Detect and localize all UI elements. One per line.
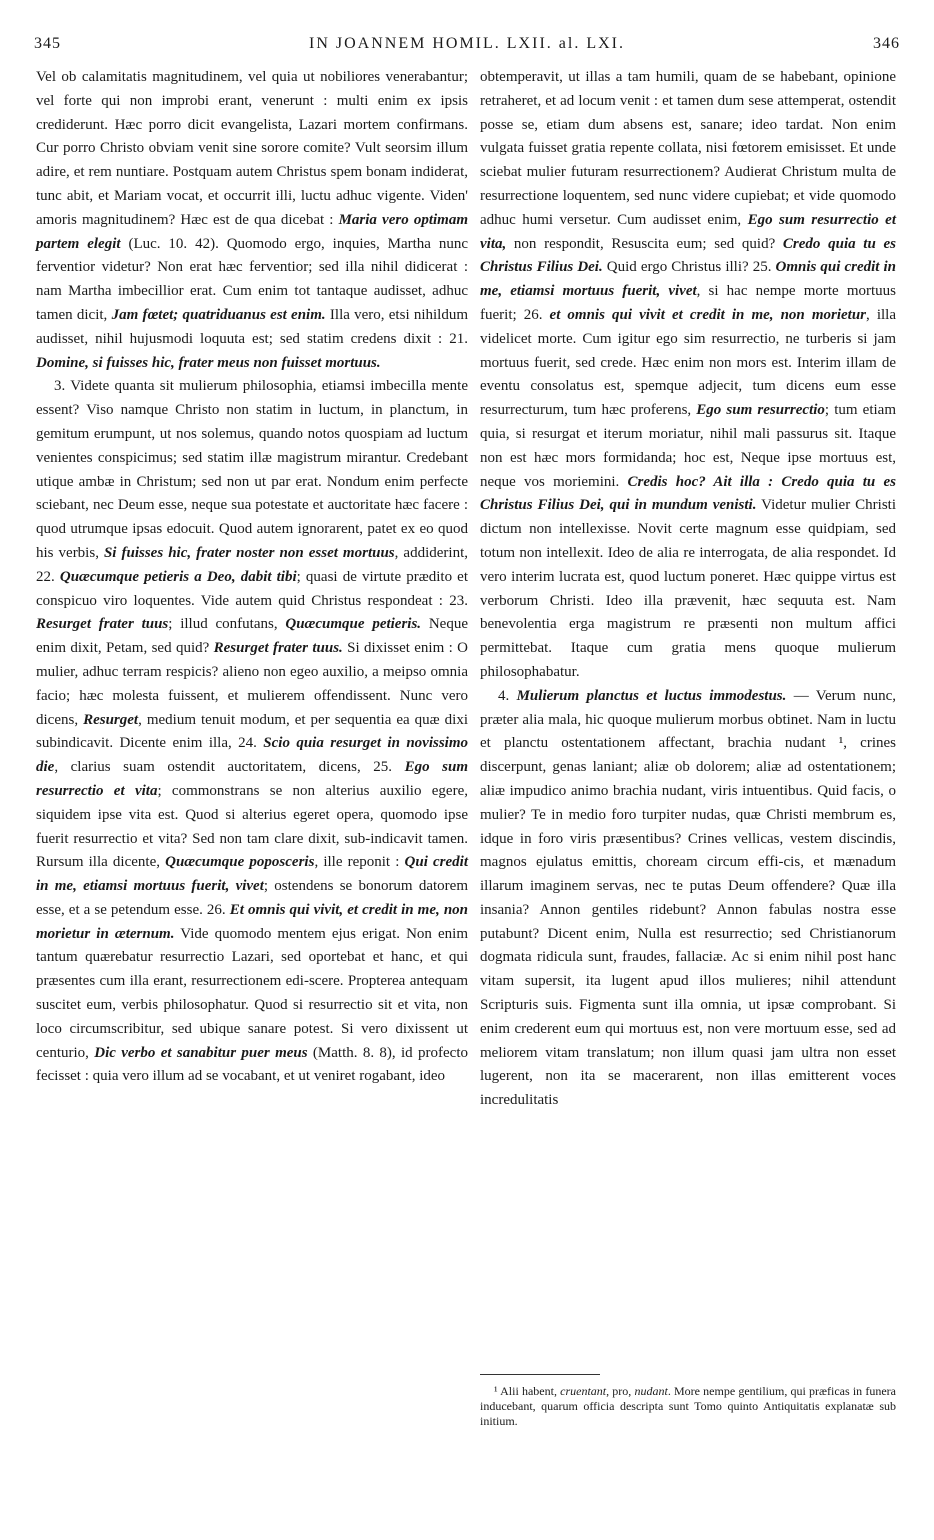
left-paragraph-2: [36, 375, 468, 1089]
quotation: Quæcumque petieris.: [285, 616, 422, 633]
quotation: Dic verbo et sanabitur puer meus: [94, 1044, 308, 1061]
quotation: Credo quia tu es Christus Filius Dei.: [480, 235, 896, 276]
text-run: ; tum etiam quia, si resurgat et iterum moriatur, nihil mali passurus sit. Itaque non est hæc mors formidanda; hoc est, Neque ipse mortuus est, neque vos moriemini.: [480, 402, 897, 490]
quotation: Resurget frater tuus: [36, 616, 169, 633]
text-run: ; ostendens se bonorum datorem esse, et a se petendum esse. 26.: [36, 878, 468, 918]
quotation: Quæcumque poposceris: [165, 854, 315, 871]
text-run: Vide quomodo mentem ejus erigat. Non enim tantum quærebatur resurrectio Lazari, sed oportebat et hanc, et qui præsentes cum illa erant, resurrectionem edi-scere. Propterea antequam suscitet eum, verbis philosophatur. Quod si resurrectio sit et vita, non loco circumscribitur, sed ubique sanare potest. Si vero dixissent ut centurio,: [36, 925, 468, 1061]
text-run: ; illud confutans,: [168, 616, 286, 633]
text-run: Si dixisset enim : O mulier, adhuc terram respicis? alieno non egeo auxilio, a meipso omnia facio; hæc molesta fuissent, et mulierem offendissent. Nunc vero dicens,: [36, 640, 468, 728]
page-header: [34, 32, 900, 56]
text-run: ; quasi de virtute prædito et conspicuo viro loquentes. Vide autem quid Christus respondeat : 23.: [36, 568, 468, 609]
quotation: Domine, si fuisses hic, frater meus non fuisset mortuus.: [36, 354, 381, 371]
left-column: [36, 66, 468, 1089]
text-run: , illa videlicet morte. Cum igitur ego sim resurrectio, ne turberis si jam mortuus fuerit, sed crede. Hæc enim non mors est. Interim illam de eventu consolatus est, spemque adjecit, tum dicens eum esse resurrecturum, tum hæc proferens,: [480, 306, 896, 419]
section-heading: Mulierum planctus et luctus immodestus.: [516, 687, 787, 704]
section-number: 4.: [498, 687, 517, 704]
right-column: [480, 66, 896, 1113]
text-run: , medium tenuit modum, et per sequentia ea quæ dixi subindicavit. Dicente enim illa, 24.: [36, 711, 468, 752]
quotation: Scio quia resurget in novissimo die: [36, 735, 469, 776]
text-run: Vel ob calamitatis magnitudinem, vel quia ut nobiliores venerabantur; vel forte qui non improbi erant, venerunt : multi enim ex ipsis crediderunt. Hæc porro dicit evangelista, Lazari mortem confirmans. Cur porro Christo obviam venit sine sorore comite? Vult seorsim illum adire, et rem nuntiare. Postquam autem Christus spem bonam indiderat, tunc abit, et Mariam vocat, et occurrit illi, luctu adhuc vigente. Viden' amoris magnitudinem? Hæc est de qua dicebat :: [36, 69, 468, 228]
text-run: (Luc. 10. 42). Quomodo ergo, inquies, Martha nunc ferventior videtur? Non erat hæc ferventior; sed illa nihil didicerat : nam Martha imbecillior erat. Cum enim tot tantaque audisset, adhuc tamen dicit,: [36, 235, 469, 323]
text-run: ¹ Alii habent,: [494, 1384, 561, 1398]
text-run: obtemperavit, ut illas a tam humili, quam de se habebant, opinione retraheret, et ad locum venit : et tamen dum sese attemperat, ostendit posse se, etiam dum absens est, sanare; ideo tardat. Non enim vulgata fuisset gratia repente collata, nisi fœtorem emisisset. Et unde sciebat mulier futuram resurrectionem? Audierat Christum multa de resurrectione loquentem, sed nunc videre cupiebat; et vide quomodo adhuc humi versetur. Cum audisset enim,: [480, 69, 896, 228]
page-number-right: 346: [872, 35, 900, 52]
quotation: cruentant: [560, 1384, 607, 1398]
quotation: Maria vero optimam partem elegit: [36, 211, 468, 252]
page-number-left: 345: [34, 35, 61, 52]
quotation: Resurget: [83, 711, 139, 728]
text-run: 3. Videte quanta sit mulierum philosophia, etiamsi imbecilla mente essent? Viso namque Christo non statim in luctum, in planctum, in gemitum erumpunt, ut nos solemus, quando notos quospiam ad luctum venientes conspicimus; sed statim illæ magistrum mirantur. Credebant utique ambæ in Christum; sed non ut par erat. Nondum enim perfecte sciebant, nec Deum esse, neque sua potestate et auctoritate hæc facere : quod utrumque ipsas edocuit. Quod autem ignorarent, patet ex eo quod his verbis,: [36, 378, 468, 561]
quotation: Ego sum resurrectio et vita: [36, 759, 468, 799]
right-paragraph-1: [480, 66, 896, 685]
quotation: Ego sum resurrectio: [696, 402, 825, 419]
text-run: , pro,: [606, 1384, 635, 1398]
footnote-divider: [480, 1374, 600, 1375]
text-run: , addiderint, 22.: [36, 544, 468, 585]
right-paragraph-2: [480, 685, 896, 1113]
text-run: Videtur mulier Christi dictum non intellexisse. Novit certe magnum esse quidpiam, sed totum non intellexit. Ideo de alia re interrogata, de alia respondet. Id vero interim lucrata est, quod luctum poneret. Hæc quippe virtus est verborum Christi. Ideo illa prævenit, hæc sequuta est. Nam benevolentia erga magistrum re præsenti non multum affici permittebat. Itaque cum gratia mens quoque mulierum philosophabatur.: [480, 497, 896, 680]
running-title: IN JOANNEM HOMIL. LXII. al. LXI.: [309, 35, 625, 52]
text-run: ; commonstrans se non alterius auxilio egere, siquidem ipse vita est. Quod si alterius egeret opera, quomodo ipse fuerit resurrectio et vita? Sed non tam clare dixit, sub-indicavit tamen. Rursum illa dicente,: [36, 782, 468, 871]
quotation: Si fuisses hic, frater noster non esset mortuus: [103, 544, 395, 561]
quotation: et omnis qui vivit et credit in me, non morietur: [549, 306, 867, 323]
quotation: nudant: [634, 1384, 668, 1398]
footnote: [480, 1384, 896, 1429]
text-run: — Verum nunc, præter alia mala, hic quoque mulierum morbus obtinet. Nam in luctu et planctu ostentationem affectant, brachia nudant ¹, crines discerpunt, genas laniant; aliæ ob dolorem; aliæ ad ostentationem; aliæ impudico animo brachia nudant, viris intuentibus. Quid facis, o mulier? Te in medio foro turpiter nudas, quæ Christi membrum es, idque in foro viris præsentibus? Crines vellicas, vestem discindis, magnos ejulatus emittis, choream circum effi-cis, et mænadum illarum imaginem servas, nec te putas Deum offendere? Quæ illa insania? Annon gentiles ridebunt? Annon fabulas nostra esse putabunt? Dicent enim, Nulla est resurrectio; sed Christianorum dogmata ridicula sunt, fraudes, fallaciæ. Ac si enim nihil post hanc vitam supersit, ita lugent apud illos mulieres; nihil attendunt Scripturis suis. Figmenta sunt illa omnia, ut ipsæ comprobant. Si enim crederent eum qui mortuus est, non vere mortuum esse, sed ad meliorem vitam translatum; non illum quasi jam ultra non esset lugerent, non ita se macerarent, non illas emitterent voces incredulitatis: [480, 687, 897, 1109]
left-paragraph-1: [36, 66, 468, 375]
text-run: non respondit, Resuscita eum; sed quid?: [506, 235, 783, 252]
quotation: Ego sum resurrectio et vita,: [480, 211, 897, 252]
text-run: Quid ergo Christus illi? 25.: [602, 259, 776, 276]
quotation: Jam fœtet; quatriduanus est enim.: [111, 306, 326, 323]
text-run: , clarius suam ostendit auctoritatem, dicens, 25.: [54, 759, 405, 776]
text-run: , si hac nempe morte mortuus fuerit; 26.: [480, 283, 896, 323]
text-run: (Matth. 8. 8), id profecto fecisset : quia vero illum ad se vocabant, et ut veniret rogabant, ideo: [36, 1044, 468, 1085]
text-run: . More nempe gentilium, qui præficas in funera inducebant, quarum officia descripta sunt Tomo quinto Antiquitatis explanatæ sub initium.: [480, 1384, 896, 1428]
quotation: Quæcumque petieris a Deo, dabit tibi: [59, 568, 297, 585]
quotation: Resurget frater tuus.: [213, 640, 343, 657]
text-run: Illa vero, etsi nihildum audisset, nihil hujusmodi loquuta est; sed statim credens dixit : 21.: [36, 306, 469, 347]
quotation: Qui credit in me, etiamsi mortuus fuerit, vivet: [36, 854, 468, 895]
quotation: Et omnis qui vivit, et credit in me, non morietur in æternum.: [36, 901, 468, 942]
quotation: Omnis qui credit in me, etiamsi mortuus fuerit, vivet: [480, 259, 896, 300]
text-run: Neque enim dixit, Petam, sed quid?: [36, 616, 468, 657]
text-run: , ille reponit :: [314, 854, 405, 871]
quotation: Credis hoc? Ait illa : Credo quia tu es Christus Filius Dei, qui in mundum venisti.: [480, 473, 896, 514]
